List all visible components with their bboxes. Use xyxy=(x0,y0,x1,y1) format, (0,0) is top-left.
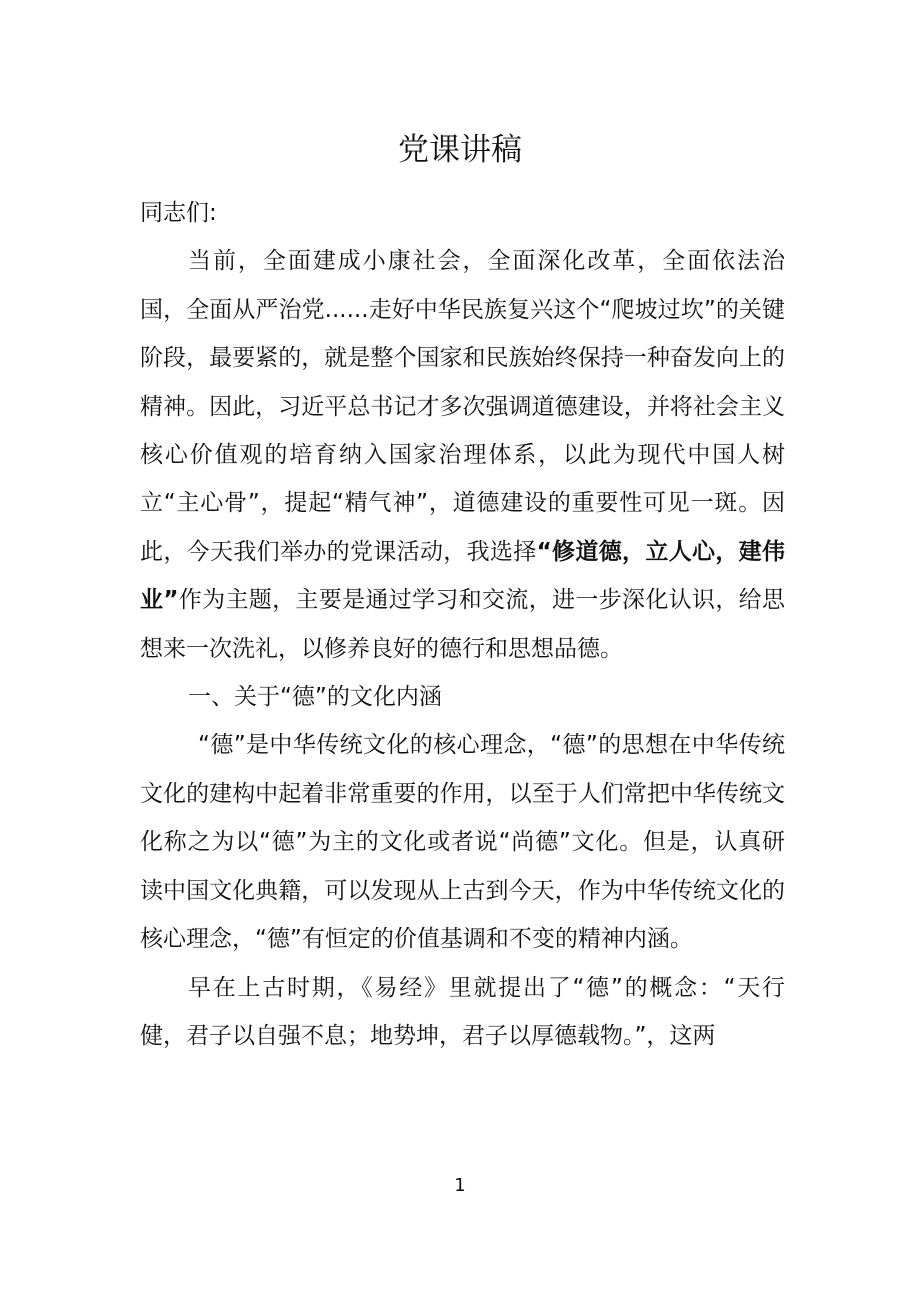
paragraph-yijing: 早在上古时期，《易经》里就提出了“德”的概念：“天行健，君子以自强不息；地势坤，君子以厚德载物。”，这两 xyxy=(140,974,785,1049)
paragraph-intro-text-1: 当前，全面建成小康社会，全面深化改革，全面依法治国，全面从严治党......走好中华民族复兴这个“爬坡过坎”的关键阶段，最要紧的，就是整个国家和民族始终保持一种奋发向上的精神。因此，习近平总书记才多次强调道德建设，并将社会主义核心价值观的培育纳入国家治理体系，以此为现代中国人树立“主心骨”，提起“精气神”，道德建设的重要性可见一斑。因此，今天我们举办的党课活动，我选择 xyxy=(140,248,785,565)
paragraph-intro-text-2: 作为主题，主要是通过学习和交流，进一步深化认识，给思想来一次洗礼，以修养良好的德行和思想品德。 xyxy=(140,587,785,662)
theme-highlight: “修道德，立人心，建伟业” xyxy=(140,538,785,614)
paragraph-intro xyxy=(140,237,785,673)
section-heading-1: 一、关于“德”的文化内涵 xyxy=(188,684,442,711)
document-title: 党课讲稿 xyxy=(398,132,522,168)
page-number: 1 xyxy=(454,1175,466,1196)
paragraph-de-concept: “德”是中华传统文化的核心理念，“德”的思想在中华传统文化的建构中起着非常重要的作用，以至于人们常把中华传统文化称之为以“德”为主的文化或者说“尚德”文化。但是，认真研读中国文化典籍，可以发现从上古到今天，作为中华传统文化的核心理念，“德”有恒定的价值基调和不变的精神内涵。 xyxy=(140,732,785,953)
salutation: 同志们: xyxy=(140,200,217,226)
document-body xyxy=(140,189,785,1060)
